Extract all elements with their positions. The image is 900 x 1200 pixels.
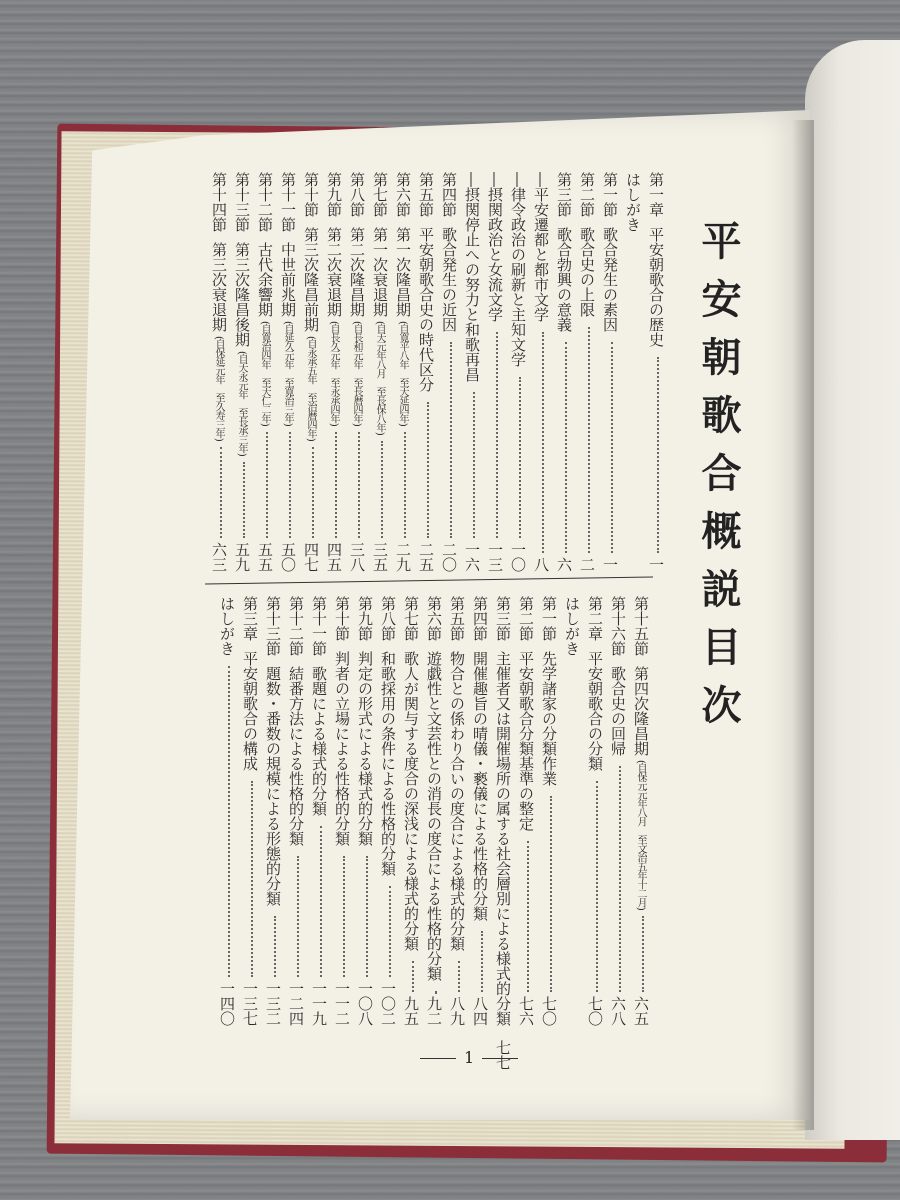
toc-entry-page: 一〇二 bbox=[379, 981, 397, 1026]
toc-leader-dots bbox=[243, 462, 245, 538]
toc-entry-title: はしがき bbox=[563, 596, 581, 656]
toc-entry-number: 第十一節 bbox=[310, 596, 328, 656]
toc-entry bbox=[470, 596, 489, 1026]
toc-entry-page: 一三七 bbox=[241, 981, 259, 1026]
toc-entry bbox=[332, 596, 351, 1026]
toc-entry-number: 第二章 bbox=[586, 596, 604, 641]
toc-entry bbox=[370, 172, 389, 572]
toc-entry-number: 第一章 bbox=[647, 172, 665, 217]
toc-entry-number: 第三節 bbox=[555, 172, 573, 217]
toc-entry bbox=[347, 172, 366, 572]
toc-entry-title: 判者の立場による性格的分類 bbox=[333, 651, 351, 846]
toc-entry-page: 三五 bbox=[371, 542, 389, 572]
toc-leader-dots bbox=[389, 886, 391, 977]
page-title: 平安朝歌合概説目次 bbox=[695, 220, 742, 742]
toc-entry bbox=[217, 596, 236, 1026]
toc-leader-dots bbox=[458, 961, 460, 992]
toc-entry-number: 第一節 bbox=[601, 172, 619, 217]
toc-entry-page: 五九 bbox=[233, 542, 251, 572]
toc-entry-page: 一〇 bbox=[509, 542, 527, 572]
toc-entry-page: 四七 bbox=[302, 542, 320, 572]
toc-entry-number: 第二節 bbox=[517, 596, 535, 641]
toc-leader-dots bbox=[427, 402, 429, 538]
toc-entry-period: (自寛治四年 至天仁二年) bbox=[259, 321, 270, 426]
toc-entry-number: 第十二節 bbox=[256, 172, 274, 232]
toc-entry-page: 一〇八 bbox=[356, 981, 374, 1026]
toc-entry-title: 主催者又は開催場所の属する社会層別による様式的分類 bbox=[494, 651, 512, 1026]
toc-entry bbox=[424, 596, 443, 1026]
toc-entry bbox=[301, 172, 320, 572]
toc-entry-title: 判定の形式による様式的分類 bbox=[356, 651, 374, 846]
toc-entry-number: 第五節 bbox=[448, 596, 466, 641]
toc-entry-period: (自保元元年八月 至文治五年十二月) bbox=[635, 760, 646, 910]
toc-entry bbox=[447, 596, 466, 1026]
toc-entry bbox=[623, 172, 642, 572]
toc-entry bbox=[600, 172, 619, 572]
toc-leader-dots bbox=[220, 447, 222, 538]
toc-entry-title: 歌人が関与する度合の深浅による様式的分類 bbox=[402, 651, 420, 951]
toc-entry bbox=[263, 596, 282, 1026]
toc-leader-dots bbox=[596, 781, 598, 992]
toc-leader-dots bbox=[289, 432, 291, 538]
toc-entry-page: 六八 bbox=[609, 996, 627, 1026]
toc-entry-title: 歌合史の上限 bbox=[578, 227, 596, 317]
toc-entry-page: 二〇 bbox=[440, 542, 458, 572]
toc-entry-title: 歌合発生の近因 bbox=[440, 227, 458, 332]
toc-entry-title: 題数・番数の規模による形態的分類 bbox=[264, 666, 282, 906]
toc-entry-page: 七〇 bbox=[540, 996, 558, 1026]
toc-entry-number: 第三節 bbox=[494, 596, 512, 641]
toc-entry-period: (自天永元年 至長承三年) bbox=[236, 351, 247, 456]
toc-entry-title: 古代余響期 bbox=[256, 242, 274, 317]
toc-entry-title: 平安朝歌合史の時代区分 bbox=[417, 227, 435, 392]
toc-leader-dots bbox=[228, 666, 230, 977]
toc-leader-dots bbox=[358, 432, 360, 538]
toc-entry bbox=[608, 596, 627, 1026]
toc-entry-title: 中世前兆期 bbox=[279, 242, 297, 317]
toc-entry-number: 第十二節 bbox=[287, 596, 305, 656]
toc-leader-dots bbox=[366, 856, 368, 977]
toc-entry-title: 平安朝歌合の構成 bbox=[241, 651, 259, 771]
toc-entry-page: 七六 bbox=[517, 996, 535, 1026]
toc-entry bbox=[232, 172, 251, 572]
toc-leader-dots bbox=[481, 931, 483, 992]
toc-leader-dots bbox=[611, 342, 613, 553]
toc-entry-title: 第二次衰退期 bbox=[325, 227, 343, 317]
toc-entry-title: ―律令政治の刷新と主知文学 bbox=[509, 172, 527, 367]
toc-entry-title: 第四次隆昌期 bbox=[632, 666, 650, 756]
toc-leader-dots bbox=[519, 377, 521, 538]
toc-leader-dots bbox=[565, 342, 567, 553]
toc-entry bbox=[508, 172, 527, 572]
toc-entry-page: 一三二 bbox=[264, 981, 282, 1026]
toc-lower-section bbox=[190, 596, 650, 1070]
toc-entry bbox=[554, 172, 573, 572]
toc-entry-title: ―摂関政治と女流文学 bbox=[486, 172, 504, 322]
toc-entry bbox=[393, 172, 412, 572]
toc-entry-period: (自保延元年 至久寿三年) bbox=[213, 336, 224, 441]
toc-entry-period: (自天元年八月 至長保八年) bbox=[374, 321, 385, 435]
toc-entry-page: 一一九 bbox=[310, 981, 328, 1026]
toc-entry-number: 第十三節 bbox=[233, 172, 251, 232]
toc-entry-page: 一二四 bbox=[287, 981, 305, 1026]
toc-entry-title: 物合との係わり合いの度合による様式的分類 bbox=[448, 651, 466, 951]
toc-entry-number: 第八節 bbox=[348, 172, 366, 217]
toc-entry-title: 第三次衰退期 bbox=[210, 242, 228, 332]
toc-entry-title: 和歌採用の条件による性格的分類 bbox=[379, 651, 397, 876]
toc-entry-number: 第十節 bbox=[333, 596, 351, 641]
toc-leader-dots bbox=[450, 342, 452, 538]
toc-entry bbox=[539, 596, 558, 1026]
toc-entry bbox=[401, 596, 420, 1026]
toc-entry-title: ―平安遷都と都市文学 bbox=[532, 172, 550, 322]
toc-entry bbox=[631, 596, 650, 1026]
toc-entry-page: 三八 bbox=[348, 542, 366, 572]
toc-entry bbox=[416, 172, 435, 572]
toc-entry-title: 第一次衰退期 bbox=[371, 227, 389, 317]
toc-entry-number: 第九節 bbox=[356, 596, 374, 641]
toc-entry-title: 結番方法による性格的分類 bbox=[287, 666, 305, 846]
toc-entry-title: 第一次隆昌期 bbox=[394, 227, 412, 317]
toc-entry-number: 第十四節 bbox=[210, 172, 228, 232]
toc-entry-number: 第十節 bbox=[302, 172, 320, 217]
toc-entry-page: 四五 bbox=[325, 542, 343, 572]
toc-entry bbox=[562, 596, 581, 1026]
toc-entry bbox=[278, 172, 297, 572]
toc-entry-title: 平安朝歌合の分類 bbox=[586, 651, 604, 771]
toc-entry-title: 第三次隆昌前期 bbox=[302, 227, 320, 332]
toc-entry bbox=[585, 596, 604, 1026]
page-number: 1 bbox=[412, 1048, 526, 1067]
toc-leader-dots bbox=[274, 916, 276, 977]
toc-entry-number: 第九節 bbox=[325, 172, 343, 217]
toc-leader-dots bbox=[251, 781, 253, 977]
toc-entry-title: 歌合史の回帰 bbox=[609, 666, 627, 756]
toc-leader-dots bbox=[473, 392, 475, 538]
toc-entry-number: 第四節 bbox=[471, 596, 489, 641]
toc-entry-title: 第三次隆昌後期 bbox=[233, 242, 251, 347]
toc-entry-title: 歌合発生の素因 bbox=[601, 227, 619, 332]
toc-entry-page: 一 bbox=[647, 557, 665, 572]
toc-entry bbox=[255, 172, 274, 572]
book-gutter bbox=[792, 120, 814, 1130]
toc-entry-page: 八四 bbox=[471, 996, 489, 1026]
toc-leader-dots bbox=[320, 826, 322, 977]
toc-leader-dots bbox=[542, 332, 544, 553]
toc-entry-title: 開催趣旨の晴儀・褻儀による性格的分類 bbox=[471, 651, 489, 921]
toc-entry bbox=[646, 172, 665, 572]
toc-entry bbox=[516, 596, 535, 1026]
toc-leader-dots bbox=[404, 432, 406, 538]
toc-entry-page: 二九 bbox=[394, 542, 412, 572]
toc-entry-page: 八九 bbox=[448, 996, 466, 1026]
toc-entry-period: (自永承五年 至治暦四年) bbox=[305, 336, 316, 441]
toc-leader-dots bbox=[527, 841, 529, 992]
toc-entry-period: (自長久元年 至永承四年) bbox=[328, 321, 339, 426]
toc-entry bbox=[462, 172, 481, 572]
toc-leader-dots bbox=[266, 432, 268, 538]
toc-entry-page: 八 bbox=[532, 557, 550, 572]
toc-entry-page: 一 bbox=[601, 557, 619, 572]
toc-leader-dots bbox=[619, 766, 621, 992]
toc-entry-page: 二五 bbox=[417, 542, 435, 572]
toc-entry-page: 七七 bbox=[494, 1040, 512, 1070]
toc-entry-number: 第六節 bbox=[394, 172, 412, 217]
toc-entry-period: (自寛平八年 至天延四年) bbox=[397, 321, 408, 426]
toc-entry-number: 第十六節 bbox=[609, 596, 627, 656]
toc-leader-dots bbox=[642, 916, 644, 992]
toc-entry-page: 七〇 bbox=[586, 996, 604, 1026]
toc-entry-number: 第八節 bbox=[379, 596, 397, 641]
toc-entry-title: はしがき bbox=[624, 172, 642, 232]
toc-entry-page: 一三 bbox=[486, 542, 504, 572]
toc-entry-number: 第五節 bbox=[417, 172, 435, 217]
toc-entry-page: 五〇 bbox=[279, 542, 297, 572]
toc-entry-title: 平安朝歌合の歴史 bbox=[647, 227, 665, 347]
toc-entry-number: 第十一節 bbox=[279, 172, 297, 232]
toc-entry-number: 第四節 bbox=[440, 172, 458, 217]
right-page bbox=[805, 40, 900, 1140]
toc-entry bbox=[493, 596, 512, 1070]
toc-entry-title: 平安朝歌合分類基準の整定 bbox=[517, 651, 535, 831]
toc-upper-section bbox=[210, 172, 665, 572]
toc-entry-title: ―摂関停止への努力と和歌再昌 bbox=[463, 172, 481, 382]
toc-entry-page: 九五 bbox=[402, 996, 420, 1026]
toc-leader-dots bbox=[381, 441, 383, 538]
toc-entry-page: 六三 bbox=[210, 542, 228, 572]
toc-entry-number: 第七節 bbox=[371, 172, 389, 217]
toc-entry bbox=[286, 596, 305, 1026]
toc-entry-page: 六五 bbox=[632, 996, 650, 1026]
toc-leader-dots bbox=[297, 856, 299, 977]
toc-leader-dots bbox=[550, 796, 552, 992]
toc-entry-page: 一四〇 bbox=[218, 981, 236, 1026]
toc-leader-dots bbox=[312, 447, 314, 538]
toc-entry-title: 歌合勃興の意義 bbox=[555, 227, 573, 332]
toc-entry-number: 第六節 bbox=[425, 596, 443, 641]
toc-entry-page: 六 bbox=[555, 557, 573, 572]
toc-leader-dots bbox=[343, 856, 345, 977]
toc-leader-dots bbox=[496, 332, 498, 538]
toc-entry-page: 五五 bbox=[256, 542, 274, 572]
toc-entry-number: 第二節 bbox=[578, 172, 596, 217]
toc-entry bbox=[577, 172, 596, 572]
toc-leader-dots bbox=[657, 357, 659, 553]
toc-leader-dots bbox=[435, 991, 437, 992]
toc-entry-number: 第十五節 bbox=[632, 596, 650, 656]
toc-entry bbox=[355, 596, 374, 1026]
toc-entry bbox=[378, 596, 397, 1026]
toc-entry bbox=[485, 172, 504, 572]
toc-leader-dots bbox=[412, 961, 414, 992]
toc-entry-number: 第七節 bbox=[402, 596, 420, 641]
toc-leader-dots bbox=[335, 432, 337, 538]
toc-entry bbox=[324, 172, 343, 572]
toc-entry bbox=[240, 596, 259, 1026]
toc-entry-period: (自長和元年 至長暦四年) bbox=[351, 321, 362, 426]
toc-entry bbox=[531, 172, 550, 572]
toc-entry-number: 第十三節 bbox=[264, 596, 282, 656]
toc-entry bbox=[309, 596, 328, 1026]
toc-leader-dots bbox=[588, 327, 590, 553]
toc-entry-page: 二 bbox=[578, 557, 596, 572]
toc-entry-page: 一一二 bbox=[333, 981, 351, 1026]
toc-entry-title: はしがき bbox=[218, 596, 236, 656]
toc-entry-title: 歌題による様式的分類 bbox=[310, 666, 328, 816]
toc-entry-number: 第一節 bbox=[540, 596, 558, 641]
toc-entry bbox=[209, 172, 228, 572]
toc-entry-title: 第二次隆昌期 bbox=[348, 227, 366, 317]
toc-entry-page: 一六 bbox=[463, 542, 481, 572]
toc-entry-page: 九二 bbox=[425, 996, 443, 1026]
toc-entry-period: (自延久元年 至寛治三年) bbox=[282, 321, 293, 426]
toc-entry bbox=[439, 172, 458, 572]
toc-entry-title: 遊戯性と文芸性との消長の度合による性格的分類 bbox=[425, 651, 443, 981]
toc-entry-title: 先学諸家の分類作業 bbox=[540, 651, 558, 786]
toc-entry-number: 第三章 bbox=[241, 596, 259, 641]
